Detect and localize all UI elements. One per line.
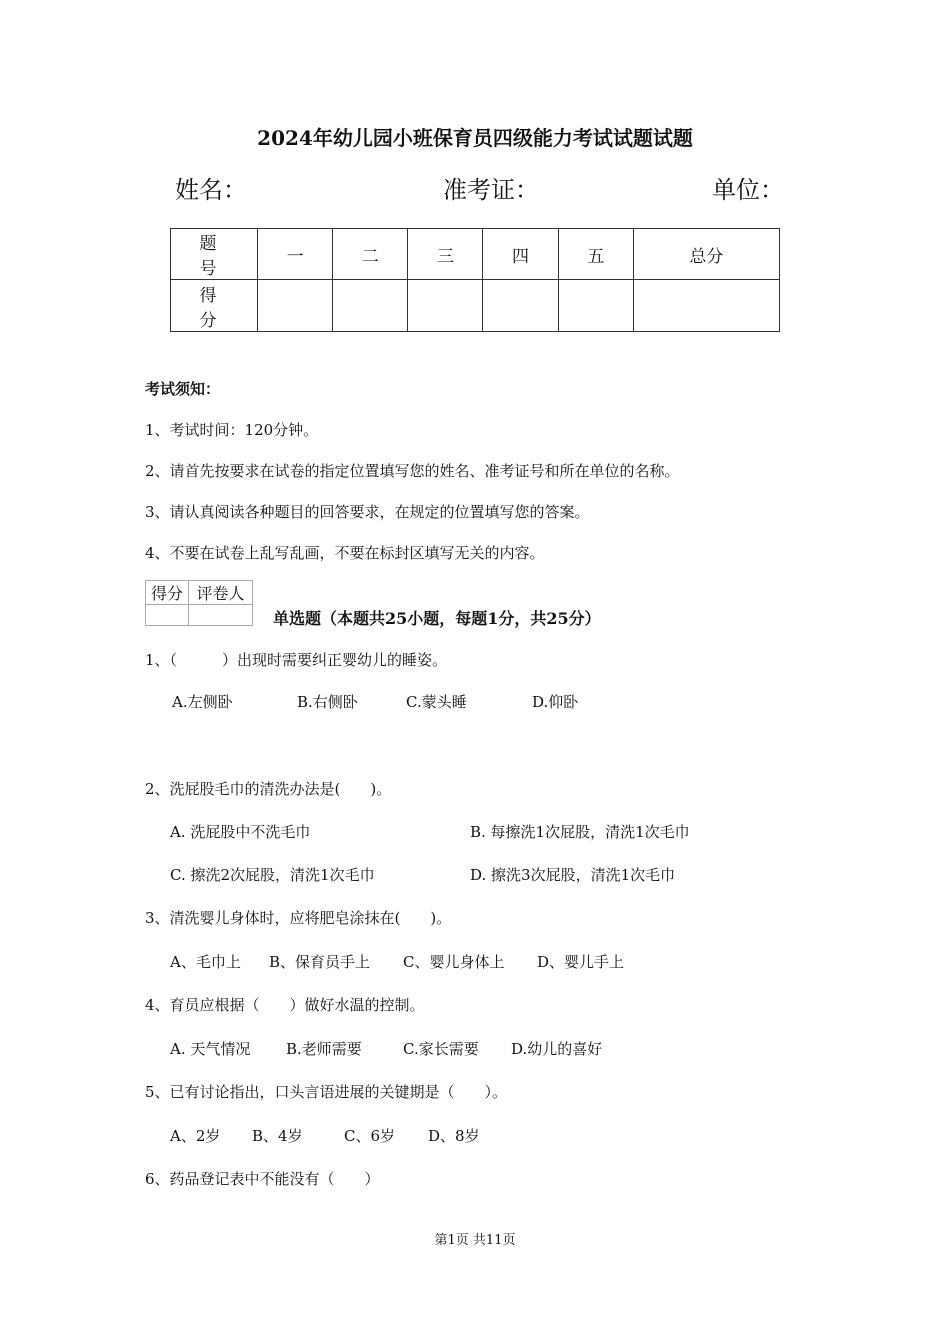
option-a[interactable]: A、2岁 bbox=[170, 1127, 221, 1145]
grader-reviewer-label: 评卷人 bbox=[189, 581, 253, 605]
score-table-score-row bbox=[171, 280, 780, 332]
option-b[interactable]: B.右侧卧 bbox=[297, 693, 358, 711]
option-c[interactable]: C、婴儿身体上 bbox=[403, 953, 505, 971]
question-stem: 5、已有讨论指出，口头言语进展的关键期是（ ）。 bbox=[145, 1083, 508, 1101]
score-table-col-2: 二 bbox=[333, 229, 408, 280]
option-a[interactable]: A. 天气情况 bbox=[170, 1040, 251, 1058]
notice-heading: 考试须知： bbox=[145, 380, 221, 398]
grader-score-cell[interactable] bbox=[146, 605, 189, 626]
score-cell-1[interactable] bbox=[258, 280, 333, 332]
option-b[interactable]: B.老师需要 bbox=[286, 1040, 362, 1058]
option-d[interactable]: D、婴儿手上 bbox=[537, 953, 625, 971]
option-c[interactable]: C. 擦洗2次屁股，清洗1次毛巾 bbox=[170, 866, 375, 884]
grader-table bbox=[145, 580, 253, 626]
option-d[interactable]: D.幼儿的喜好 bbox=[511, 1040, 603, 1058]
grader-reviewer-cell[interactable] bbox=[189, 605, 253, 626]
score-table-col-1: 一 bbox=[258, 229, 333, 280]
score-table bbox=[170, 228, 780, 332]
notice-item: 2、请首先按要求在试卷的指定位置填写您的姓名、准考证号和所在单位的名称。 bbox=[145, 462, 680, 480]
notice-item: 3、请认真阅读各种题目的回答要求，在规定的位置填写您的答案。 bbox=[145, 503, 590, 521]
option-a[interactable]: A.左侧卧 bbox=[172, 693, 233, 711]
score-table-header-row bbox=[171, 229, 780, 280]
score-table-col-3: 三 bbox=[408, 229, 483, 280]
page-title: 2024年幼儿园小班保育员四级能力考试试题试题 bbox=[257, 126, 693, 150]
score-cell-3[interactable] bbox=[408, 280, 483, 332]
option-c[interactable]: C.蒙头睡 bbox=[406, 693, 467, 711]
option-b[interactable]: B、4岁 bbox=[252, 1127, 303, 1145]
score-cell-2[interactable] bbox=[333, 280, 408, 332]
score-cell-total[interactable] bbox=[633, 280, 779, 332]
question-stem: 6、药品登记表中不能没有（ ） bbox=[145, 1170, 380, 1188]
option-a[interactable]: A、毛巾上 bbox=[170, 953, 241, 971]
score-table-col-5: 五 bbox=[558, 229, 633, 280]
score-cell-5[interactable] bbox=[558, 280, 633, 332]
question-stem: 4、育员应根据（ ）做好水温的控制。 bbox=[145, 996, 425, 1014]
option-d[interactable]: D. 擦洗3次屁股，清洗1次毛巾 bbox=[470, 866, 676, 884]
option-d[interactable]: D、8岁 bbox=[428, 1127, 480, 1145]
option-b[interactable]: B、保育员手上 bbox=[269, 953, 371, 971]
exam-id-field-label: 准考证： bbox=[443, 176, 539, 204]
notice-item: 4、不要在试卷上乱写乱画，不要在标封区填写无关的内容。 bbox=[145, 544, 545, 562]
question-stem: 3、清洗婴儿身体时，应将肥皂涂抹在( )。 bbox=[145, 909, 452, 927]
score-table-col-total: 总分 bbox=[633, 229, 779, 280]
page-footer: 第1页 共11页 bbox=[434, 1233, 516, 1248]
grader-score-label: 得分 bbox=[146, 581, 189, 605]
score-table-label-question: 题 号 bbox=[171, 229, 258, 280]
score-table-label-score: 得 分 bbox=[171, 280, 258, 332]
section-title: 单选题（本题共25小题，每题1分，共25分） bbox=[273, 609, 601, 628]
option-c[interactable]: C.家长需要 bbox=[403, 1040, 479, 1058]
option-d[interactable]: D.仰卧 bbox=[532, 693, 579, 711]
score-cell-4[interactable] bbox=[483, 280, 558, 332]
name-field-label: 姓名： bbox=[175, 176, 247, 204]
notice-item: 1、考试时间：120分钟。 bbox=[145, 421, 319, 439]
option-b[interactable]: B. 每擦洗1次屁股，清洗1次毛巾 bbox=[470, 823, 690, 841]
option-a[interactable]: A. 洗屁股中不洗毛巾 bbox=[170, 823, 311, 841]
question-stem: 1、（ ）出现时需要纠正婴幼儿的睡姿。 bbox=[145, 651, 448, 669]
option-c[interactable]: C、6岁 bbox=[344, 1127, 396, 1145]
unit-field-label: 单位： bbox=[712, 176, 784, 204]
score-table-col-4: 四 bbox=[483, 229, 558, 280]
question-stem: 2、洗屁股毛巾的清洗办法是( )。 bbox=[145, 780, 392, 798]
